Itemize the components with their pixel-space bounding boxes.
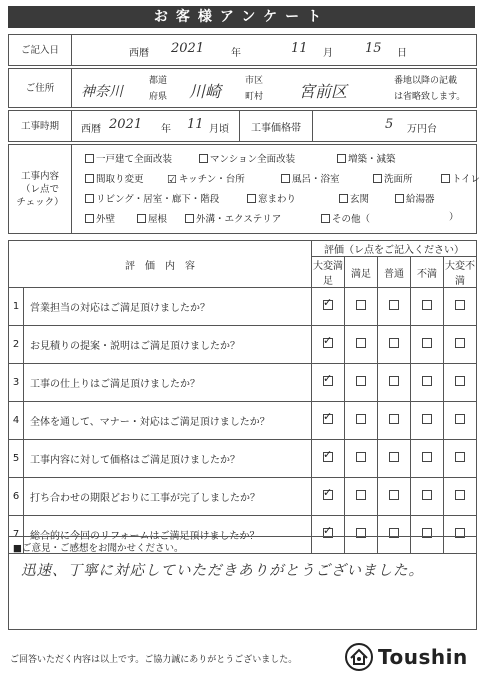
rating-cell[interactable] (378, 364, 411, 402)
period-month: 11 (187, 117, 204, 132)
checkbox-icon[interactable] (85, 174, 94, 183)
question-number: 4 (9, 402, 24, 440)
work-label-1: 工事内容 (20, 170, 59, 182)
level-header: 満足 (345, 257, 378, 288)
work-option[interactable] (185, 211, 281, 225)
checkbox-icon[interactable] (356, 376, 366, 386)
work-option-label: その他（ (332, 214, 371, 225)
checkbox-icon[interactable] (137, 214, 146, 223)
checkbox-icon[interactable] (389, 490, 399, 500)
checkbox-icon[interactable] (373, 174, 382, 183)
col-content-header: 評 価 内 容 (9, 241, 312, 288)
comments-text: 迅速、丁寧に対応していただきありがとうございました。 (21, 563, 424, 579)
question-text: 工事内容に対して価格はご満足頂けましたか？ (24, 440, 312, 478)
work-option-label: マンション全面改装 (210, 154, 296, 165)
question-text: お見積りの提案・説明はご満足頂けましたか？ (24, 326, 312, 364)
table-row (9, 364, 477, 402)
address-label: ご住所 (9, 69, 72, 107)
checkbox-icon[interactable] (85, 154, 94, 163)
address-row (8, 68, 477, 108)
checkbox-icon[interactable] (389, 414, 399, 424)
checkbox-icon[interactable] (455, 452, 465, 462)
rating-cell[interactable] (345, 326, 378, 364)
period-row (8, 110, 477, 142)
checkbox-icon[interactable] (389, 300, 399, 310)
work-option-label: 窓まわり (258, 194, 297, 205)
work-row (8, 144, 481, 234)
checkbox-icon[interactable] (199, 154, 208, 163)
checkbox-icon[interactable] (455, 338, 465, 348)
rating-cell[interactable] (378, 326, 411, 364)
checkbox-icon[interactable] (455, 490, 465, 500)
work-option[interactable] (85, 171, 144, 185)
checkbox-icon[interactable] (422, 338, 432, 348)
city-unit-2: 町村 (245, 92, 264, 102)
work-option[interactable] (85, 151, 172, 165)
work-option-label: 外溝・エクステリア (196, 214, 282, 225)
rating-cell[interactable] (411, 440, 444, 478)
rating-cell[interactable] (312, 364, 345, 402)
work-option[interactable] (441, 171, 480, 185)
checkbox-icon[interactable] (422, 452, 432, 462)
checkbox-icon[interactable] (356, 452, 366, 462)
date-day-unit: 日 (397, 48, 407, 59)
question-text: 総合的に今回のリフォームはご満足頂けましたか？ (24, 516, 312, 554)
brand-name: Toushin (378, 645, 468, 669)
question-text: 全体を通して、マナー・対応はご満足頂けましたか？ (24, 402, 312, 440)
checkbox-icon[interactable] (85, 194, 94, 203)
rating-cell[interactable] (378, 478, 411, 516)
work-option[interactable] (247, 191, 296, 205)
rating-cell[interactable] (444, 326, 477, 364)
survey-title: お客様アンケート (8, 6, 475, 28)
work-option[interactable] (373, 171, 413, 185)
checked-box-icon[interactable] (323, 376, 333, 386)
rating-cell[interactable] (345, 288, 378, 326)
period-year: 2021 (109, 117, 143, 132)
rating-cell[interactable] (378, 440, 411, 478)
work-option-label: キッチン・台所 (178, 174, 245, 185)
work-option[interactable] (85, 191, 219, 205)
checkbox-icon[interactable] (356, 414, 366, 424)
work-option-label: 間取り変更 (96, 174, 144, 185)
work-option[interactable] (337, 151, 396, 165)
rating-cell[interactable] (312, 402, 345, 440)
pref-unit-2: 府県 (149, 92, 168, 102)
checked-box-icon[interactable] (323, 300, 333, 310)
date-month-unit: 月 (323, 48, 333, 59)
address-town: 宮前区 (299, 82, 348, 101)
date-row (8, 34, 477, 66)
table-row (9, 402, 477, 440)
period-era: 西暦 (81, 124, 101, 135)
question-text: 打ち合わせの期限どおりに工事が完了しましたか？ (24, 478, 312, 516)
checkbox-icon[interactable] (389, 338, 399, 348)
date-month: 11 (291, 41, 308, 56)
rating-cell[interactable] (411, 364, 444, 402)
work-option-label: 増築・減築 (348, 154, 396, 165)
table-row (9, 440, 477, 478)
rating-cell[interactable] (345, 440, 378, 478)
address-prefecture: 神奈川 (81, 84, 123, 100)
work-option[interactable] (167, 171, 245, 185)
rating-cell[interactable] (345, 402, 378, 440)
work-label-2: （レ点で (20, 183, 59, 195)
work-option[interactable] (321, 211, 370, 225)
table-row (9, 478, 477, 516)
date-year: 2021 (171, 41, 205, 56)
work-option[interactable] (339, 191, 369, 205)
work-option-label: 屋根 (148, 214, 168, 225)
rating-cell[interactable] (411, 478, 444, 516)
table-row (9, 326, 477, 364)
rating-cell[interactable] (378, 288, 411, 326)
rating-cell[interactable] (345, 478, 378, 516)
question-number: 6 (9, 478, 24, 516)
work-option-label: 外壁 (96, 214, 116, 225)
rating-cell[interactable] (411, 326, 444, 364)
col-eval-header: 評価（レ点をご記入ください） (312, 241, 477, 257)
date-era: 西暦 (129, 48, 149, 59)
evaluation-table (8, 240, 477, 554)
address-note-2: は省略致します。 (394, 92, 466, 102)
checkbox-icon[interactable] (339, 194, 348, 203)
city-unit-1: 市区 (245, 76, 264, 86)
price-label: 工事価格帯 (239, 111, 313, 141)
work-option-label: 給湯器 (406, 194, 435, 205)
period-month-unit: 月頃 (209, 124, 229, 135)
table-row (9, 288, 477, 326)
work-option[interactable] (137, 211, 167, 225)
work-option-label: リビング・居室・廊下・階段 (96, 194, 220, 205)
work-option-label: 洗面所 (384, 174, 413, 185)
checked-box-icon[interactable] (323, 452, 333, 462)
question-text: 工事の仕上りはご満足頂けましたか？ (24, 364, 312, 402)
level-header: 不満 (411, 257, 444, 288)
question-number: 7 (9, 516, 24, 554)
comments-label: ■ご意見・ご感想をお聞かせください。 (13, 543, 184, 554)
price-value: 5 (385, 117, 394, 132)
question-number: 1 (9, 288, 24, 326)
pref-unit-1: 都道 (149, 76, 168, 86)
period-year-unit: 年 (161, 124, 171, 135)
checkbox-icon[interactable] (455, 414, 465, 424)
checkbox-icon[interactable] (281, 174, 290, 183)
checkbox-icon[interactable] (356, 490, 366, 500)
question-number: 5 (9, 440, 24, 478)
address-city: 川崎 (189, 82, 222, 101)
work-option[interactable] (395, 191, 435, 205)
checkbox-icon[interactable] (455, 300, 465, 310)
level-header: 大変不満 (444, 257, 477, 288)
rating-cell[interactable] (444, 440, 477, 478)
checkbox-icon[interactable] (356, 300, 366, 310)
question-number: 2 (9, 326, 24, 364)
question-text: 営業担当の対応はご満足頂けましたか？ (24, 288, 312, 326)
rating-cell[interactable] (411, 288, 444, 326)
checkbox-icon[interactable] (185, 214, 194, 223)
level-header: 普通 (378, 257, 411, 288)
work-option-label: トイレ (452, 174, 481, 185)
level-header: 大変満足 (312, 257, 345, 288)
checkbox-icon[interactable] (441, 174, 450, 183)
brand-logo (344, 642, 468, 672)
work-option-label: 一戸建て全面改装 (96, 154, 173, 165)
footer-note: ご回答いただく内容は以上です。ご協力誠にありがとうございました。 (10, 655, 298, 665)
work-option-label: 玄関 (350, 194, 370, 205)
checkbox-icon[interactable] (85, 214, 94, 223)
rating-cell[interactable] (444, 478, 477, 516)
rating-cell[interactable] (444, 288, 477, 326)
checked-box-icon[interactable] (323, 414, 333, 424)
period-label: 工事時期 (9, 111, 72, 141)
work-option[interactable] (85, 211, 115, 225)
checkbox-icon[interactable] (337, 154, 346, 163)
checkbox-icon[interactable] (422, 490, 432, 500)
checkbox-icon[interactable] (455, 376, 465, 386)
checkbox-icon[interactable] (247, 194, 256, 203)
checked-box-icon[interactable] (323, 490, 333, 500)
date-day: 15 (365, 41, 382, 56)
house-logo-icon (344, 642, 374, 672)
checked-box-icon[interactable] (323, 338, 333, 348)
date-year-unit: 年 (231, 48, 241, 59)
rating-cell[interactable] (444, 364, 477, 402)
comments-box (8, 536, 477, 630)
checkbox-icon[interactable] (422, 300, 432, 310)
rating-cell[interactable] (411, 402, 444, 440)
checkbox-icon[interactable] (395, 194, 404, 203)
rating-cell[interactable] (312, 478, 345, 516)
rating-cell[interactable] (444, 402, 477, 440)
rating-cell[interactable] (312, 288, 345, 326)
checked-box-icon[interactable]: ☑ (167, 173, 177, 186)
checkbox-icon[interactable] (422, 414, 432, 424)
checkbox-icon[interactable] (389, 376, 399, 386)
work-option[interactable] (199, 151, 295, 165)
price-unit: 万円台 (407, 124, 437, 135)
rating-cell[interactable] (345, 364, 378, 402)
rating-cell[interactable] (378, 402, 411, 440)
work-option-label: 風呂・浴室 (292, 174, 340, 185)
checkbox-icon[interactable] (389, 452, 399, 462)
rating-cell[interactable] (312, 440, 345, 478)
question-number: 3 (9, 364, 24, 402)
work-label-3: チェック） (16, 196, 64, 208)
address-note-1: 番地以降の記載 (394, 76, 458, 86)
work-option[interactable] (281, 171, 340, 185)
date-label: ご記入日 (9, 35, 72, 65)
checkbox-icon[interactable] (422, 376, 432, 386)
rating-cell[interactable] (312, 326, 345, 364)
checkbox-icon[interactable] (356, 338, 366, 348)
other-close-paren: ） (449, 212, 459, 223)
checkbox-icon[interactable] (321, 214, 330, 223)
